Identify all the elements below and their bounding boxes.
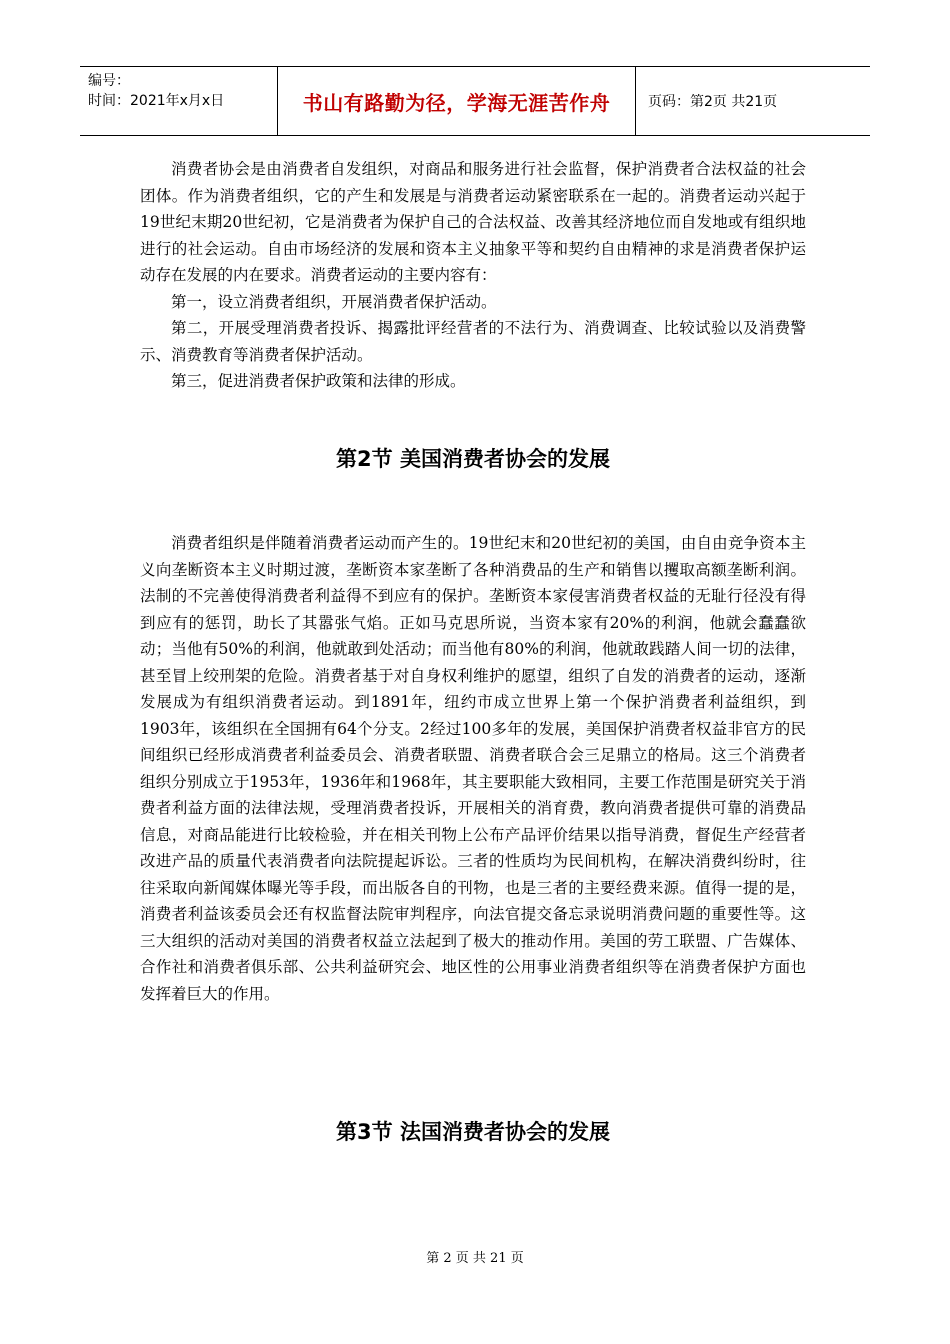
section-2-body: [140, 530, 806, 1007]
paragraph: 第三，促进消费者保护政策和法律的形成。: [171, 372, 466, 390]
section-heading-3: 第3节 法国消费者协会的发展: [336, 1120, 610, 1144]
serial-label: 编号：: [88, 73, 130, 89]
header-meta: [80, 67, 278, 135]
date-label: 时间：2021年x月x日: [88, 93, 225, 109]
page-header: [80, 66, 870, 136]
header-motto: 书山有路勤为径，学海无涯苦作舟: [278, 67, 636, 135]
section-heading-2: 第2节 美国消费者协会的发展: [336, 447, 610, 471]
paragraph: 第一，设立消费者组织，开展消费者保护活动。: [171, 292, 497, 311]
page-footer: 第 2 页 共 21 页: [426, 1251, 524, 1266]
paragraph: 消费者组织是伴随着消费者运动而产生的。19世纪末和20世纪初的美国，由自由竞争资本主义向垄断资本主义时期过渡，垄断资本家垄断了各种消费品的生产和销售以攫取高额垄断利润。法制的不完善使得消费者利益得不到应有的保护。垄断资本家侵害消费者权益的无耻行径没有得到应有的惩罚，助长了其嚣张气焰。正如马克思所说，当资本家有20%的利润，他就会蠢蠢欲动；当他有50%的利润，他就敢到处活动；而当他有80%的利润，他就敢践踏人间一切的法律，甚至冒上绞刑架的危险。消费者基于对自身权利维护的愿望，组织了自发的消费者的运动，逐渐发展成为有组织消费者运动。到1891年，纽约市成立世界上第一个保护消费者利益组织，到1903年，该组织在全国拥有64个分支。2经过100多年的发展，美国保护消费者权益非官方的民间组织已经形成消费者利益委员会、消费者联盟、消费者联合会三足鼎立的格局。这三个消费者组织分别成立于1953年，1936年和1968年，其主要职能大致相同，主要工作范围是研究关于消费者利益方面的法律法规，受理消费者投诉，开展相关的消育费，教向消费者提供可靠的消费品信息，对商品能进行比较检验，并在相关刊物上公布产品评价结果以指导消费，督促生产经营者改进产品的质量代表消费者向法院提起诉讼。三者的性质均为民间机构，在解决消费纠纷时，往往采取向新闻媒体曝光等手段，而出版各自的刊物，也是三者的主要经费来源。值得一提的是，消费者利益该委员会还有权监督法院审判程序，向法官提交备忘录说明消费问题的重要性等。这三大组织的活动对美国的消费者权益立法起到了极大的推动作用。美国的劳工联盟、广告媒体、合作社和消费者俱乐部、公共利益研究会、地区性的公用事业消费者组织等在消费者保护方面也发挥着巨大的作用。: [140, 534, 806, 1003]
header-page-label: 页码：第2页 共21页: [648, 94, 778, 110]
section-1-body: [140, 156, 806, 395]
paragraph: 第二，开展受理消费者投诉、揭露批评经营者的不法行为、消费调查、比较试验以及消费警示、消费教育等消费者保护活动。: [140, 319, 806, 364]
paragraph: 消费者协会是由消费者自发组织，对商品和服务进行社会监督，保护消费者合法权益的社会团体。作为消费者组织，它的产生和发展是与消费者运动紧密联系在一起的。消费者运动兴起于19世纪末期20世纪初，它是消费者为保护自己的合法权益、改善其经济地位而自发地或有组织地进行的社会运动。自由市场经济的发展和资本主义抽象平等和契约自由精神的求是消费者保护运动存在发展的内在要求。消费者运动的主要内容有：: [140, 160, 806, 284]
